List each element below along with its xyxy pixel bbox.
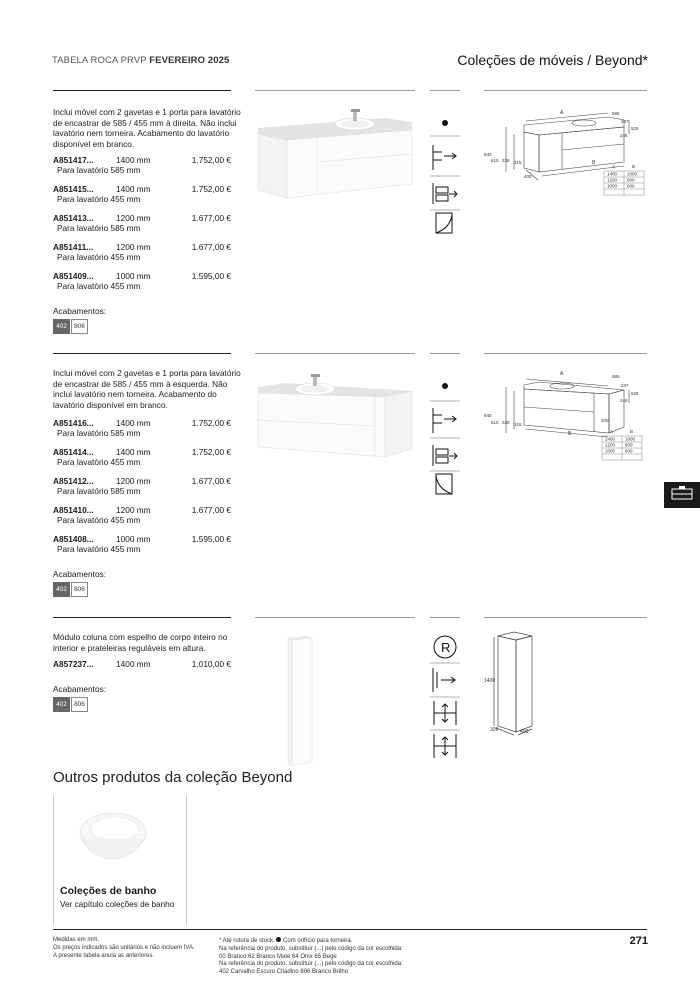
svg-text:1400: 1400 — [605, 436, 616, 442]
feature-icons-column — [430, 100, 460, 235]
finish-swatch-806: 806 — [71, 697, 88, 712]
section-rule — [255, 353, 415, 354]
door-hinge-icon — [436, 213, 452, 233]
vanity-left-basin-image — [255, 365, 415, 465]
svg-text:B: B — [632, 164, 636, 169]
svg-text:A: A — [610, 429, 614, 434]
cabinet-icon — [664, 482, 700, 508]
vanity-right-basin-image — [255, 100, 415, 200]
adjustable-shelf-icon — [434, 701, 456, 725]
svg-text:585: 585 — [612, 374, 620, 379]
technical-drawing — [484, 100, 647, 200]
svg-text:1000: 1000 — [627, 171, 638, 177]
finish-swatch-402: 402 — [53, 697, 70, 712]
finish-swatch-806: 806 — [71, 582, 88, 597]
footer-legend: * Até rutura de stock. Com orifício para torneira. Na referência do produto, substituir (...) pelo código da cor escolhida: 00 Branco 62 Branco Mate 64 Onix 65 Bege Na referência do produto, substituir (...) pelo código da cor escolhida: 402 Carvalho Escuro Citadino 806 Branco Brilho — [219, 938, 403, 976]
svg-text:525: 525 — [631, 391, 639, 396]
finishes-label: Acabamentos: — [53, 306, 107, 316]
finish-swatch-402: 402 — [53, 582, 70, 597]
section-rule — [255, 617, 415, 618]
tap-hole-dot-icon — [442, 383, 448, 389]
section-rule — [430, 353, 460, 354]
svg-text:1200: 1200 — [607, 177, 618, 183]
svg-text:1200: 1200 — [605, 442, 616, 448]
svg-text:B: B — [568, 431, 572, 437]
section-rule — [53, 353, 231, 354]
svg-text:246: 246 — [620, 398, 628, 403]
chapter-tab — [664, 482, 700, 508]
svg-text:A: A — [560, 371, 564, 377]
finish-swatch-402: 402 — [53, 319, 70, 334]
section-rule — [255, 90, 415, 91]
svg-text:600: 600 — [627, 183, 635, 189]
svg-text:800: 800 — [625, 442, 633, 448]
page-title: Coleções de móveis / Beyond* — [457, 52, 648, 68]
svg-text:A: A — [560, 110, 564, 116]
svg-text:1000: 1000 — [605, 448, 616, 454]
svg-text:800: 800 — [627, 177, 635, 183]
svg-text:400: 400 — [601, 418, 609, 423]
section-rule — [484, 617, 647, 618]
svg-text:237: 237 — [621, 383, 629, 388]
door-soft-close-icon — [433, 668, 455, 692]
product-description: Módulo coluna com espelho de corpo inteiro no interior e prateleiras reguláveis em altura. — [53, 632, 228, 653]
svg-text:B: B — [592, 160, 596, 166]
finishes-label: Acabamentos: — [53, 569, 107, 579]
column-cabinet-image — [280, 630, 320, 770]
section-rule — [484, 353, 647, 354]
technical-drawing — [484, 628, 564, 743]
feature-icons-column — [430, 628, 460, 763]
svg-text:600: 600 — [625, 448, 633, 454]
svg-text:400: 400 — [524, 174, 532, 179]
feature-icons-column — [430, 365, 460, 500]
drawer-soft-close-icon — [433, 145, 456, 170]
product-description: Inclui móvel com 2 gavetas e 1 porta para lavatório de encastrar de 585 / 455 mm à esquerda. Não inclui lavatório nem torneira. Acabamento do lavatório disponível em branco. — [53, 368, 241, 410]
footer-rule — [53, 929, 647, 930]
footer-notes: Medidas em mm. Os preços indicados são unitários e não incluem IVA. A presente tabela anula as anteriores. — [53, 937, 195, 959]
drawer-open-icon — [433, 183, 457, 204]
svg-text:B: B — [630, 429, 634, 434]
drawer-open-icon — [433, 445, 457, 466]
page-number: 271 — [629, 935, 648, 947]
tap-hole-dot-icon — [442, 120, 448, 126]
finishes-label: Acabamentos: — [53, 684, 107, 694]
svg-text:1000: 1000 — [607, 183, 618, 189]
svg-text:338: 338 — [502, 420, 510, 425]
header-left: TABELA ROCA PRVP FEVEREIRO 2025 — [52, 55, 230, 66]
section-rule — [53, 617, 231, 618]
svg-text:610: 610 — [491, 420, 499, 425]
svg-text:315: 315 — [514, 422, 522, 427]
svg-text:1000: 1000 — [625, 436, 636, 442]
svg-text:246: 246 — [620, 133, 628, 138]
toilet-image — [75, 805, 150, 870]
product-description: Inclui móvel com 2 gavetas e 1 porta para lavatório de encastrar de 585 / 455 mm à direita. Não inclui lavatório nem torneira. Acabamento do lavatório disponível em branco. — [53, 107, 241, 149]
svg-text:338: 338 — [502, 158, 510, 163]
technical-drawing — [484, 365, 647, 465]
finish-swatch-806: 806 — [71, 319, 88, 334]
svg-text:525: 525 — [631, 126, 639, 131]
tap-hole-dot-icon — [276, 937, 281, 942]
other-products-title: Outros produtos da coleção Beyond — [53, 769, 293, 786]
svg-text:1400: 1400 — [484, 678, 496, 684]
svg-text:400: 400 — [520, 729, 529, 735]
reversible-icon — [434, 636, 456, 658]
drawer-soft-close-icon — [433, 408, 456, 433]
svg-text:237: 237 — [621, 119, 629, 124]
svg-text:840: 840 — [484, 413, 492, 418]
card-subtitle[interactable]: Ver capítulo coleções de banho — [60, 900, 175, 909]
section-rule — [430, 617, 460, 618]
section-rule — [53, 90, 231, 91]
svg-text:315: 315 — [514, 160, 522, 165]
svg-text:840: 840 — [484, 152, 492, 157]
svg-text:585: 585 — [612, 111, 620, 116]
section-rule — [484, 90, 647, 91]
section-rule — [430, 90, 460, 91]
svg-text:610: 610 — [491, 158, 499, 163]
svg-text:309: 309 — [490, 727, 499, 733]
svg-text:R: R — [441, 640, 451, 655]
mirror-interior-icon — [434, 734, 456, 758]
svg-text:A: A — [612, 164, 616, 169]
svg-text:1400: 1400 — [607, 171, 618, 177]
card-title[interactable]: Coleções de banho — [60, 885, 157, 897]
door-hinge-icon — [436, 474, 452, 494]
